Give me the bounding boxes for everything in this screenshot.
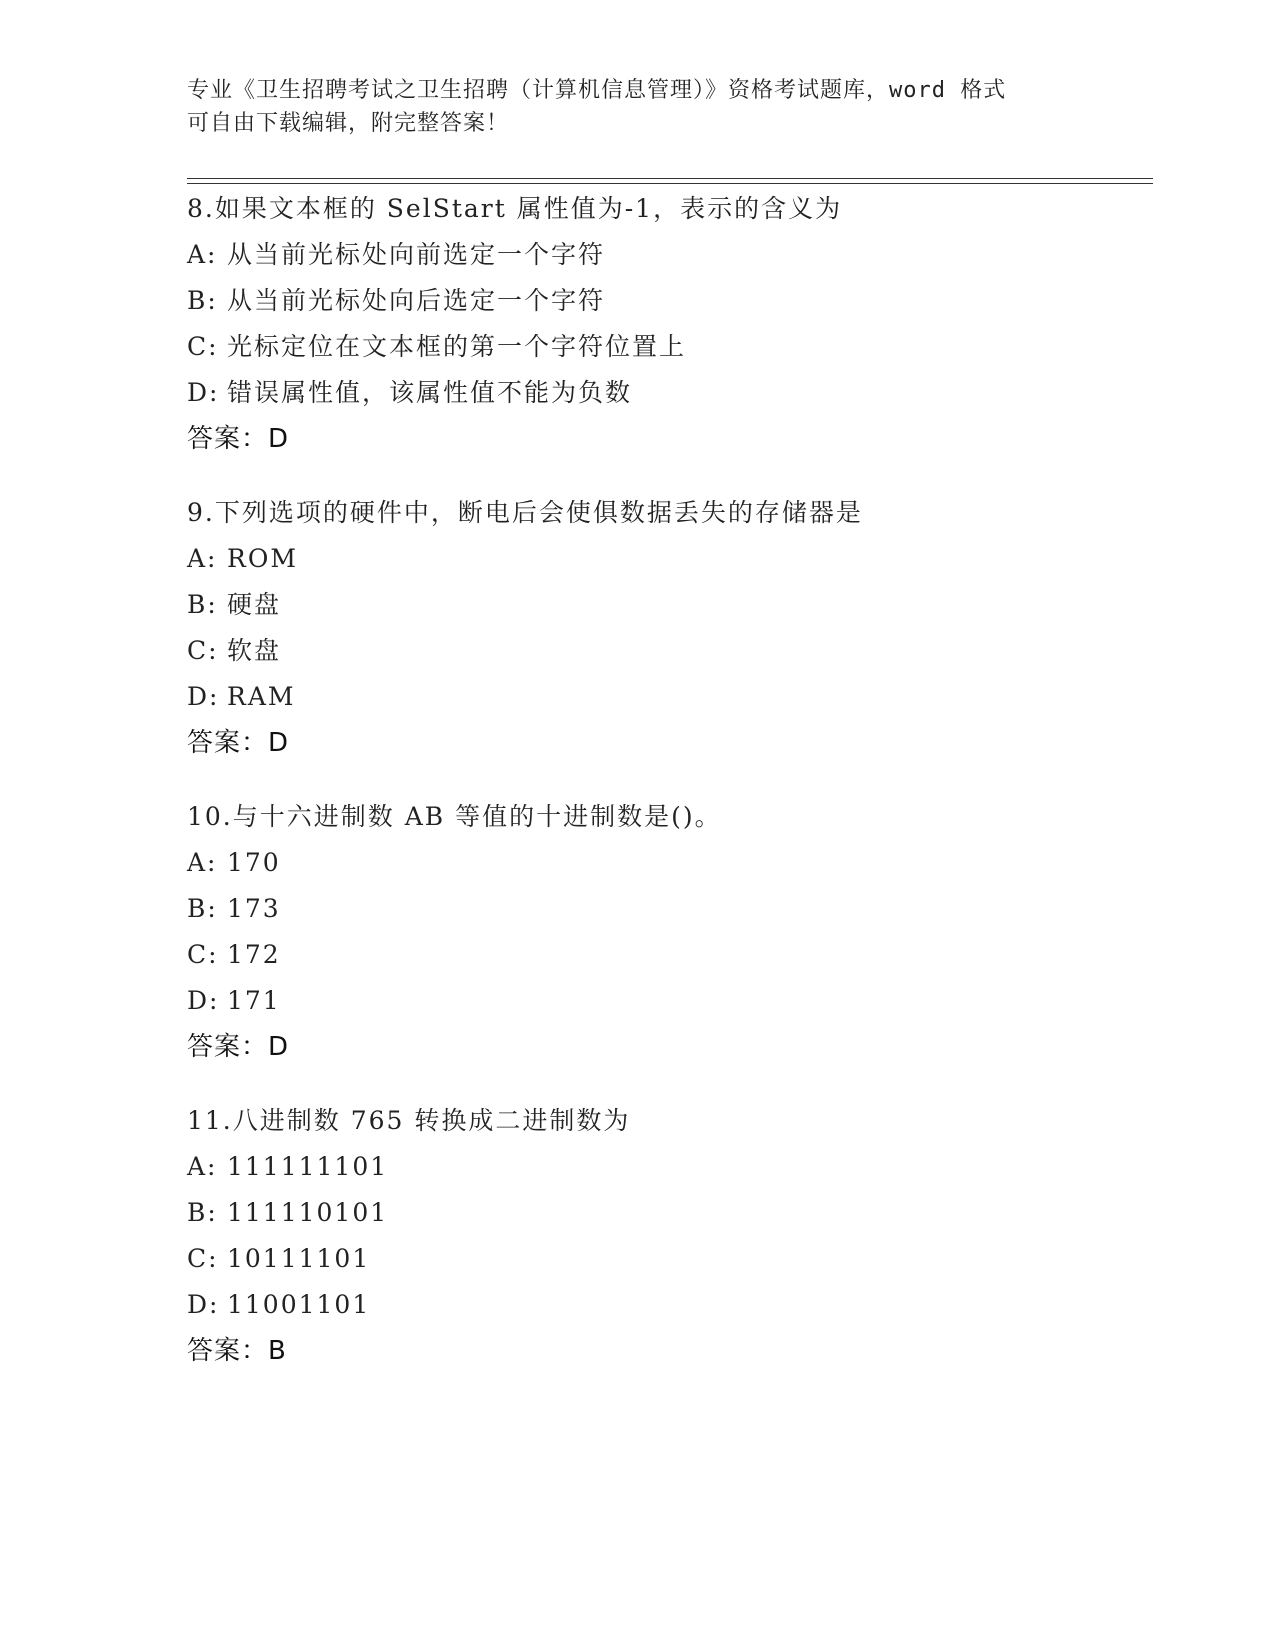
answer-line — [187, 1024, 1147, 1070]
option-letter: B: — [187, 1198, 218, 1227]
header-divider-bottom — [187, 183, 1153, 184]
option-letter: C: — [187, 332, 219, 361]
option-text: RAM — [227, 682, 296, 711]
option-letter: C: — [187, 636, 219, 665]
option-text: 170 — [227, 848, 281, 877]
question-stem: 9.下列选项的硬件中，断电后会使俱数据丢失的存储器是 — [187, 498, 863, 527]
option-text: 从当前光标处向前选定一个字符 — [227, 240, 606, 269]
question-item — [187, 490, 1147, 766]
header-line-1: 专业《卫生招聘考试之卫生招聘（计算机信息管理）》资格考试题库，word 格式 — [187, 78, 1007, 103]
option-letter: D: — [187, 986, 220, 1015]
option-text: 171 — [227, 986, 281, 1015]
option-text: 软盘 — [227, 636, 282, 665]
option-d — [187, 978, 1147, 1024]
option-text: 172 — [227, 940, 281, 969]
option-letter: A: — [187, 1152, 218, 1181]
answer-value: D — [268, 1032, 290, 1062]
answer-line — [187, 1328, 1147, 1374]
answer-value: D — [268, 424, 290, 454]
option-text: 从当前光标处向后选定一个字符 — [227, 286, 606, 315]
option-letter: D: — [187, 682, 220, 711]
option-letter: A: — [187, 240, 218, 269]
answer-value: B — [268, 1336, 287, 1366]
question-stem: 10.与十六进制数 AB 等值的十进制数是()。 — [187, 802, 722, 831]
option-letter: D: — [187, 1290, 220, 1319]
option-text: 硬盘 — [227, 590, 282, 619]
answer-line — [187, 720, 1147, 766]
question-stem: 11.八进制数 765 转换成二进制数为 — [187, 1106, 631, 1135]
option-text: 11001101 — [227, 1290, 371, 1319]
option-letter: A: — [187, 848, 218, 877]
option-d — [187, 370, 1147, 416]
option-text: 光标定位在文本框的第一个字符位置上 — [227, 332, 687, 361]
option-letter: B: — [187, 894, 218, 923]
option-b — [187, 582, 1147, 628]
option-letter: C: — [187, 940, 219, 969]
option-letter: C: — [187, 1244, 219, 1273]
question-item — [187, 794, 1147, 1070]
option-letter: D: — [187, 378, 220, 407]
option-text: 10111101 — [227, 1244, 371, 1273]
header-divider-top — [187, 178, 1153, 179]
option-text: 173 — [227, 894, 281, 923]
header-line-2: 可自由下载编辑，附完整答案！ — [187, 111, 510, 136]
option-a — [187, 1144, 1147, 1190]
answer-label: 答案： — [187, 1336, 269, 1366]
option-c — [187, 324, 1147, 370]
option-text: ROM — [227, 544, 298, 573]
option-b — [187, 886, 1147, 932]
option-b — [187, 278, 1147, 324]
option-text: 错误属性值，该属性值不能为负数 — [227, 378, 633, 407]
question-stem: 8.如果文本框的 SelStart 属性值为-1，表示的含义为 — [187, 194, 843, 223]
option-c — [187, 1236, 1147, 1282]
answer-label: 答案： — [187, 424, 269, 454]
option-a — [187, 232, 1147, 278]
option-c — [187, 628, 1147, 674]
option-text: 111110101 — [227, 1198, 389, 1227]
question-item — [187, 1098, 1147, 1374]
option-d — [187, 1282, 1147, 1328]
option-text: 111111101 — [227, 1152, 389, 1181]
option-a — [187, 840, 1147, 886]
answer-value: D — [268, 728, 290, 758]
option-letter: B: — [187, 286, 218, 315]
option-d — [187, 674, 1147, 720]
option-letter: B: — [187, 590, 218, 619]
option-letter: A: — [187, 544, 218, 573]
question-list — [187, 186, 1147, 1402]
question-item — [187, 186, 1147, 462]
option-b — [187, 1190, 1147, 1236]
option-c — [187, 932, 1147, 978]
document-header — [187, 74, 1067, 140]
answer-label: 答案： — [187, 728, 269, 758]
answer-line — [187, 416, 1147, 462]
option-a — [187, 536, 1147, 582]
answer-label: 答案： — [187, 1032, 269, 1062]
